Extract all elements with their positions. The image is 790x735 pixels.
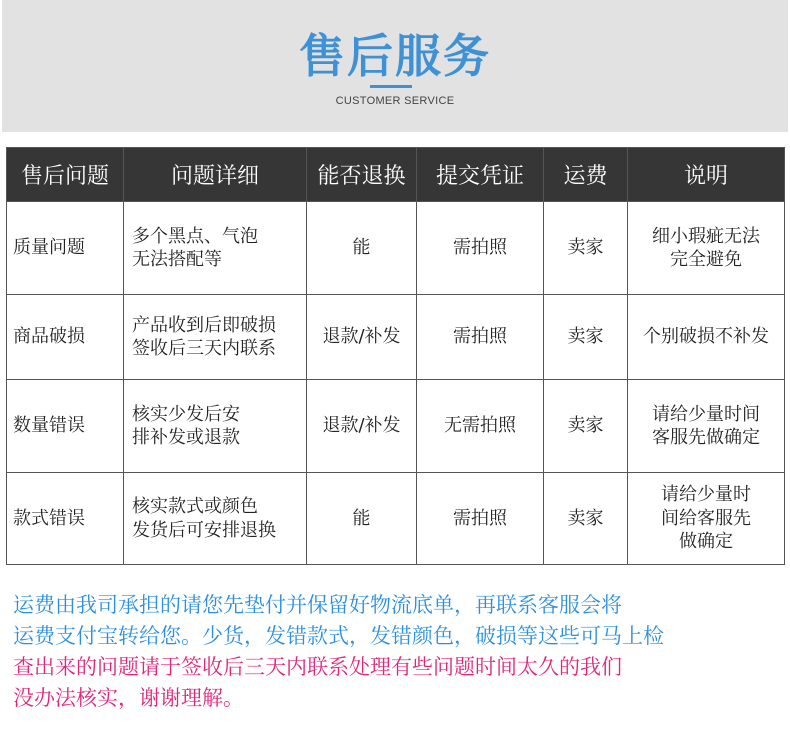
cell-detail-line: 签收后三天内联系 (132, 338, 276, 359)
table-row (7, 473, 785, 565)
cell-note-line: 做确定 (679, 531, 733, 553)
table-header-row (7, 148, 785, 202)
cell-note (628, 473, 785, 565)
cell-shipping: 卖家 (544, 473, 628, 565)
title-underline (370, 85, 412, 88)
cell-exchange: 退款/补发 (307, 295, 417, 380)
cell-detail-line: 发货后可安排退换 (132, 519, 276, 541)
cell-note-line: 间给客服先 (661, 507, 751, 529)
cell-detail (124, 202, 307, 295)
cell-detail (124, 295, 307, 380)
cell-issue: 数量错误 (7, 380, 124, 473)
cell-note-line: 请给少量时 (661, 484, 751, 506)
notice-line: 运费支付宝转给您。少货，发错款式，发错颜色，破损等这些可马上检 (13, 624, 664, 648)
cell-shipping: 卖家 (544, 202, 628, 295)
cell-detail (124, 473, 307, 565)
cell-shipping: 卖家 (544, 295, 628, 380)
col-header-issue: 售后问题 (7, 148, 124, 202)
notice-line: 没办法核实，谢谢理解。 (13, 686, 244, 710)
cell-proof: 需拍照 (417, 295, 544, 380)
col-header-note: 说明 (628, 148, 785, 202)
cell-note (628, 295, 785, 380)
table-row (7, 380, 785, 473)
cell-proof: 无需拍照 (417, 380, 544, 473)
notice-line: 运费由我司承担的请您先垫付并保留好物流底单，再联系客服会将 (13, 593, 622, 617)
col-header-exchange: 能否退换 (307, 148, 417, 202)
cell-note-line: 细小瑕疵无法 (652, 225, 760, 247)
cell-exchange: 能 (307, 202, 417, 295)
cell-issue: 商品破损 (7, 295, 124, 380)
header-banner (2, 0, 788, 132)
cell-detail-line: 核实少发后安 (132, 403, 240, 425)
cell-detail-line: 多个黑点、气泡 (132, 225, 258, 247)
cell-issue: 款式错误 (7, 473, 124, 565)
cell-proof: 需拍照 (417, 202, 544, 295)
cell-detail-line: 产品收到后即破损 (132, 314, 276, 336)
col-header-detail: 问题详细 (124, 148, 307, 202)
cell-note (628, 380, 785, 473)
cell-detail-line: 核实款式或颜色 (132, 496, 258, 518)
col-header-shipping: 运费 (544, 148, 628, 202)
cell-note-line: 个别破损不补发 (643, 326, 769, 348)
table-row (7, 202, 785, 295)
cell-detail (124, 380, 307, 473)
cell-detail-line: 排补发或退款 (132, 427, 240, 448)
shipping-notice (13, 590, 783, 714)
cell-note-line: 客服先做确定 (652, 427, 760, 448)
notice-line: 查出来的问题请于签收后三天内联系处理有些问题时间太久的我们 (13, 655, 622, 679)
cell-shipping: 卖家 (544, 380, 628, 473)
cell-note (628, 202, 785, 295)
page-title: 售后服务 (299, 29, 491, 83)
table-row (7, 295, 785, 380)
page-subtitle: CUSTOMER SERVICE (335, 95, 455, 107)
cell-issue: 质量问题 (7, 202, 124, 295)
cell-exchange: 退款/补发 (307, 380, 417, 473)
aftersales-table (6, 147, 785, 565)
col-header-proof: 提交凭证 (417, 148, 544, 202)
cell-note-line: 请给少量时间 (652, 403, 760, 425)
cell-note-line: 完全避免 (670, 249, 742, 270)
cell-proof: 需拍照 (417, 473, 544, 565)
cell-exchange: 能 (307, 473, 417, 565)
cell-detail-line: 无法搭配等 (132, 249, 222, 270)
